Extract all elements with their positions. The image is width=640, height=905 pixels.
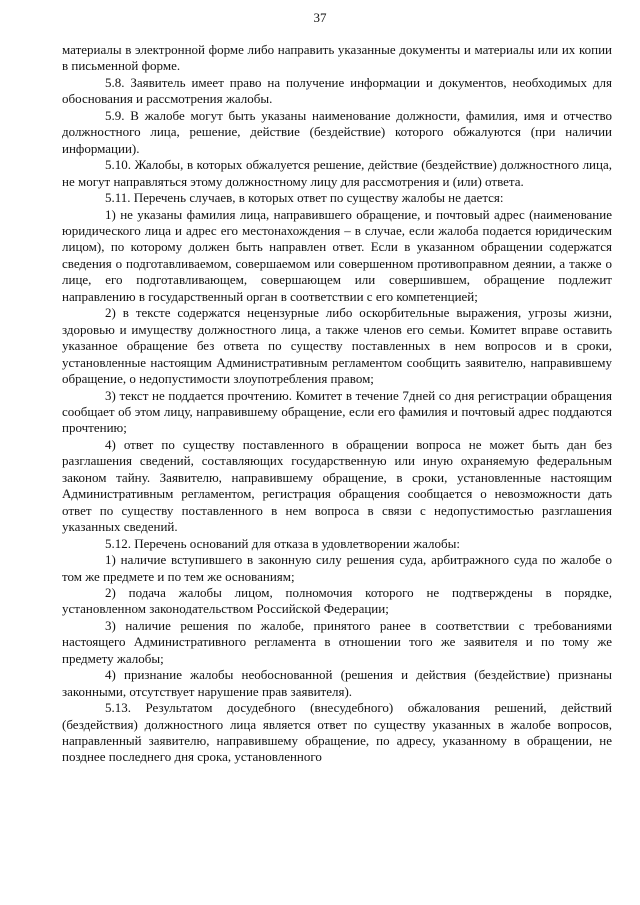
paragraph-5-11: 5.11. Перечень случаев, в которых ответ по существу жалобы не дается: (105, 190, 504, 206)
paragraph-continuation: материалы в электронной форме либо направить указанные документы и материалы или их копии в письменной форме. (62, 42, 612, 74)
document-body (62, 42, 612, 766)
page-number: 37 (313, 10, 327, 25)
paragraph-5-9: 5.9. В жалобе могут быть указаны наименование должности, фамилия, имя и отчество должностного лица, решение, действие (бездействие) которого обжалуются (при наличии информации). (62, 107, 612, 156)
list-item-5-11-2: 2) в тексте содержатся нецензурные либо оскорбительные выражения, угрозы жизни, здоровью и имуществу должностного лица, а также членов его семьи. Комитет вправе оставить указанное обращение без ответа по существу поставленных в нем вопросов и в сроки, установленные настоящим Административным регламентом сообщить заявителю, направившему обращение, о недопустимости злоупотребления правом; (62, 305, 612, 387)
list-item-5-12-3: 3) наличие решения по жалобе, принятого ранее в соответствии с требованиями настоящего Административного регламента в отношении того же заявителя и по тому же предмету жалобы; (62, 617, 612, 666)
list-item-5-11-3: 3) текст не поддается прочтению. Комитет в течение 7дней со дня регистрации обращения сообщает об этом лицу, направившему обращение, если его фамилия и почтовый адрес поддаются прочтению; (62, 387, 612, 436)
paragraph-5-8: 5.8. Заявитель имеет право на получение информации и документов, необходимых для обоснования и рассмотрения жалобы. (62, 74, 612, 107)
list-item-5-12-1: 1) наличие вступившего в законную силу решения суда, арбитражного суда по жалобе о том же предмете и по тем же основаниям; (62, 552, 612, 584)
list-item-5-11-1: 1) не указаны фамилия лица, направившего обращение, и почтовый адрес (наименование юридического лица и адрес его местонахождения – в случае, если жалоба подается юридическим лицом), по которому должен быть направлен ответ. Если в указанном обращении содержатся сведения о подготавливаемом, совершаемом или совершенном противоправном деянии, а также о лице, его подготавливающем, совершающем или совершившем, обращение подлежит направлению в государственный орган в соответствии с его компетенцией; (62, 206, 612, 304)
paragraph-5-13: 5.13. Результатом досудебного (внесудебного) обжалования решений, действий (бездействия) должностного лица является ответ по существу указанных в жалобе вопросов, направленный заявителю, направившему обращение, по адресу, указанному в обращении, не позднее последнего дня срока, установленного (62, 700, 612, 765)
paragraph-5-10: 5.10. Жалобы, в которых обжалуется решение, действие (бездействие) должностного лица, не могут направляться этому должностному лицу для рассмотрения и (или) ответа. (62, 157, 612, 189)
list-item-5-12-4: 4) признание жалобы необоснованной (решения и действия (бездействие) признаны законными, отсутствует нарушение прав заявителя). (62, 667, 612, 699)
list-item-5-11-4: 4) ответ по существу поставленного в обращении вопроса не может быть дан без разглашения сведений, составляющих государственную или иную охраняемую федеральным законом тайну. Заявителю, направившему обращение, в сроки, установленные настоящим Административным регламентом, регистрация обращения сообщается о невозможности дать ответ по существу поставленного в нем вопроса в связи с недопустимостью разглашения указанных сведений. (62, 436, 612, 535)
list-item-5-12-2: 2) подача жалобы лицом, полномочия которого не подтверждены в порядке, установленном законодательством Российской Федерации; (62, 584, 612, 617)
paragraph-5-12: 5.12. Перечень оснований для отказа в удовлетворении жалобы: (105, 535, 460, 551)
